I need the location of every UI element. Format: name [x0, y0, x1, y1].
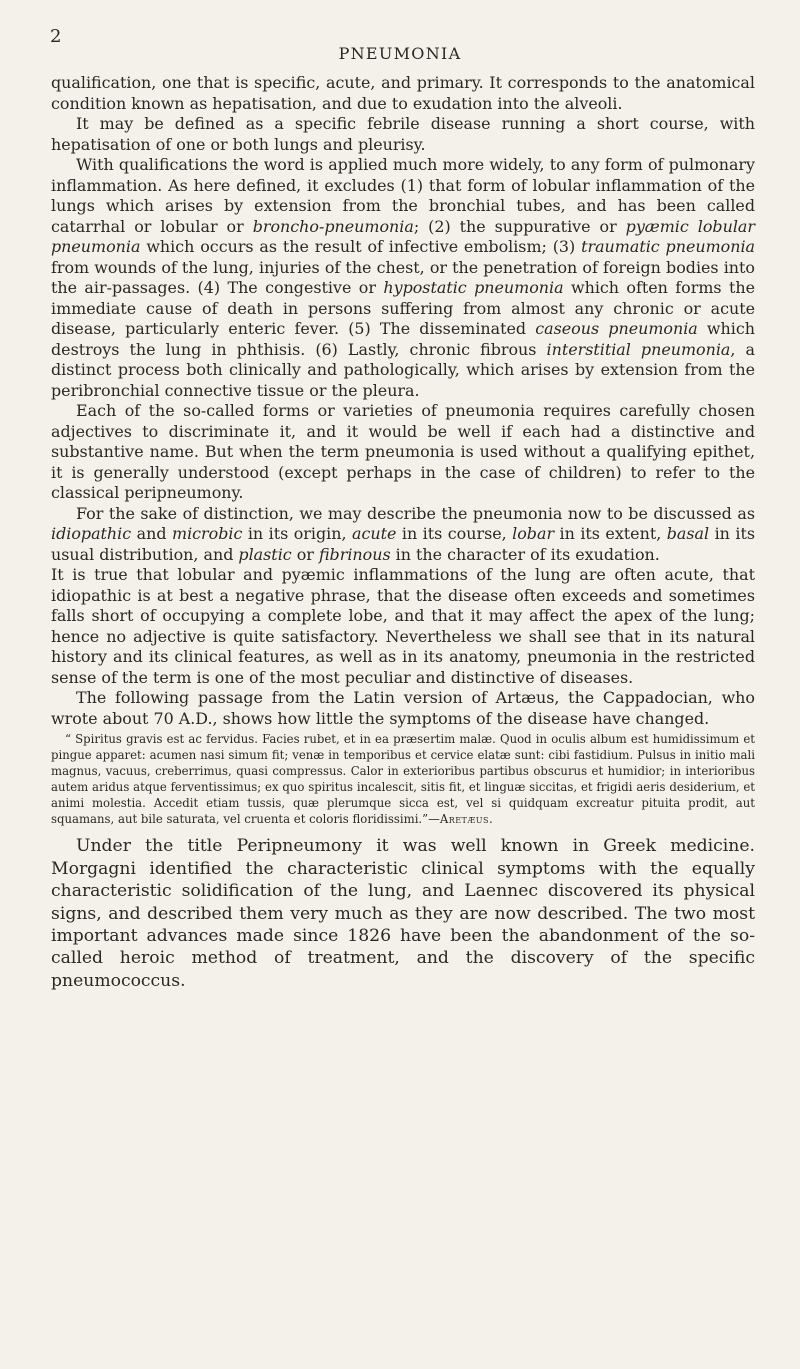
- text-run: , a distinct process both clinically and pathologically, which arises by extension from the peribronchial connective tissue or the pleura.: [51, 339, 755, 400]
- italic-term: broncho-pneumonia: [252, 216, 414, 236]
- italic-term: pyæmic lobular pneumonia: [51, 216, 755, 256]
- paragraph-4: Each of the so-called forms or varieties of pneumonia requires carefully chosen adjectives to discriminate it, and it would be well if each had a distinctive and substantive name. But when the term pneumonia is used without a qualifying epithet, it is generally understood (except perhaps in the case of children) to refer to the classical peripneumony.: [51, 401, 755, 502]
- latin-quotation: [51, 732, 755, 827]
- text-run: in the character of its exudation.: [390, 544, 660, 564]
- text-run: which occurs as the result of infective embolism; (3): [140, 237, 582, 256]
- italic-term: plastic: [238, 544, 292, 564]
- text-run: in its extent,: [554, 524, 667, 543]
- paragraph-5: [51, 504, 755, 566]
- text-run: With qualifications the word is applied much more widely, to any form of pulmonary inflammation. As here defined, it excludes (1) that form of lobular inflammation of the lungs which arises by extension from the bronchial tubes, and has been called catarrhal or lobular or: [51, 155, 755, 236]
- text-run: in its usual distribution, and: [51, 524, 755, 564]
- paragraph-1: qualification, one that is specific, acute, and primary. It corresponds to the anatomical condition known as hepatisation, and due to exudation into the alveoli.: [51, 73, 755, 113]
- page-number: 2: [50, 26, 62, 47]
- text-run: and: [131, 524, 172, 543]
- text-run: in its origin,: [242, 524, 352, 543]
- text-run: from wounds of the lung, injuries of the chest, or the penetration of foreign bodies into the air-passages. (4) The congestive or: [51, 257, 755, 297]
- paragraph-2: It may be defined as a specific febrile disease running a short course, with hepatisation of one or both lungs and pleurisy.: [51, 114, 755, 154]
- italic-term: acute: [352, 524, 397, 543]
- quotation-author: Aretæus.: [439, 811, 494, 826]
- italic-term: idiopathic: [51, 524, 132, 543]
- text-run: which destroys the lung in phthisis. (6) Lastly, chronic fibrous: [51, 319, 755, 359]
- paragraph-6: It is true that lobular and pyæmic inflammations of the lung are often acute, that idiopathic is at best a negative phrase, that the disease often exceeds and sometimes falls short of occupying a complete lobe, and that it may affect the apex of the lung; hence no adjective is quite satisfactory. Nevertheless we shall see that in its natural history and its clinical features, as well as in its anatomy, pneumonia in the restricted sense of the term is one of the most peculiar and distinctive of diseases.: [51, 565, 755, 687]
- italic-term: traumatic pneumonia: [581, 237, 756, 256]
- quotation-text: “ Spiritus gravis est ac fervidus. Facies rubet, et in ea præsertim malæ. Quod in oculis album est humidissimum et pingue apparet: acumen nasi simum fit; venæ in temporibus et cervice elatæ sunt: cibi fastidium. Pulsus in initio mali magnus, vacuus, creberrimus, quasi compressus. Calor in exterioribus partibus obscurus et humidior; in interioribus autem aridus atque ferventissimus; ex quo spiritus incalescit, sitis fit, et linguæ siccitas, et frigidi aeris desiderium, et animi molestia. Accedit etiam tussis, quæ plerumque sicca est, vel si quidquam excreatur pituita prodit, aut squamans, aut bile saturata, vel cruenta et coloris floridissimi.”—: [51, 732, 755, 826]
- paragraph-7: The following passage from the Latin version of Artæus, the Cappadocian, who wrote about 70 A.D., shows how little the symptoms of the disease have changed.: [51, 688, 755, 728]
- running-head: PNEUMONIA: [338, 44, 462, 63]
- italic-term: caseous pneumonia: [535, 319, 698, 338]
- text-run: which often forms the immediate cause of death in persons suffering from almost any chronic or acute disease, particularly enteric fever. (5) The disseminated: [51, 278, 755, 338]
- page-body: [51, 73, 755, 992]
- paragraph-8: Under the title Peripneumony it was well known in Greek medicine. Morgagni identified the characteristic clinical symptoms with the equally characteristic solidification of the lung, and Laennec discovered its physical signs, and described them very much as they are now described. The two most important advances made since 1826 have been the abandonment of the so-called heroic method of treatment, and the discovery of the specific pneumococcus.: [51, 836, 755, 991]
- italic-term: lobar: [512, 524, 555, 543]
- text-run: in its course,: [396, 524, 513, 543]
- italic-term: hypostatic pneumonia: [383, 278, 564, 297]
- text-run: For the sake of distinction, we may describe the pneumonia now to be discussed as: [76, 503, 755, 523]
- italic-term: basal: [666, 524, 710, 543]
- paragraph-3: [51, 155, 755, 401]
- italic-term: interstitial pneumonia: [546, 339, 731, 359]
- text-run: or: [291, 544, 319, 564]
- italic-term: microbic: [172, 524, 243, 543]
- text-run: ; (2) the suppurative or: [413, 216, 626, 236]
- italic-term: fibrinous: [318, 544, 391, 564]
